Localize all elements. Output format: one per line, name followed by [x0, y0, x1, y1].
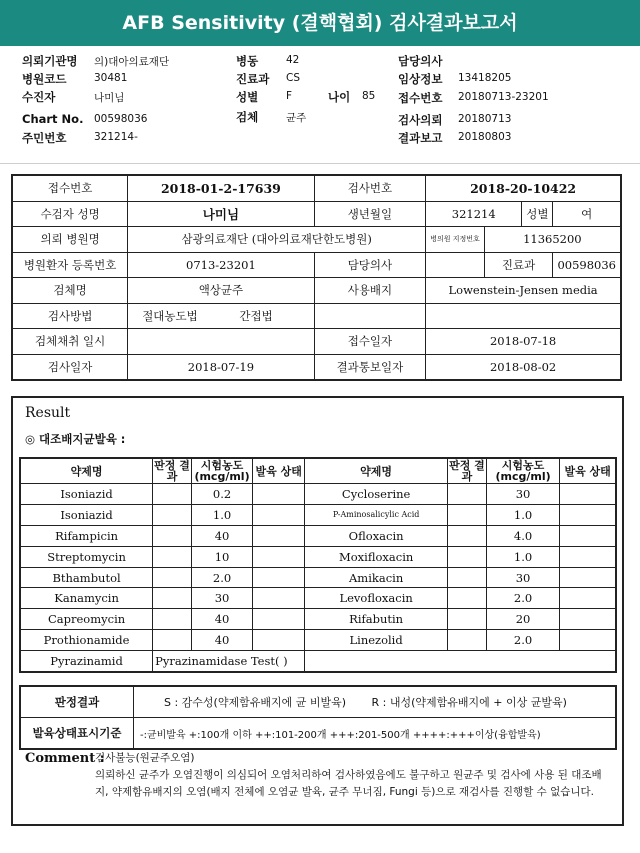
request-value: 20180713 [458, 113, 512, 125]
method-label: 검사방법 [12, 303, 128, 329]
drug-name: Amikacin [305, 567, 448, 588]
conc-cell: 30 [486, 567, 559, 588]
drug-name: Linezolid [305, 630, 448, 651]
judge-cell [153, 567, 192, 588]
table-header-row [20, 458, 616, 484]
empty-cell [305, 651, 616, 672]
name-label: 수검자 성명 [12, 201, 128, 227]
judge-cell [153, 588, 192, 609]
growth-cell [560, 525, 616, 546]
pza-test: Pyrazinamidase Test( ) [153, 651, 305, 672]
judge-cell [448, 567, 487, 588]
receipt-no-value: 2018-01-2-17639 [128, 175, 314, 201]
drug-name: Isoniazid [20, 484, 153, 505]
growth-cell [253, 567, 305, 588]
conc-cell: 20 [486, 609, 559, 630]
growth-cell [253, 630, 305, 651]
growth-cell [560, 567, 616, 588]
judge-cell [448, 484, 487, 505]
clinical-value: 13418205 [458, 72, 512, 84]
table-row [20, 588, 616, 609]
col-growth: 발육 상태 [253, 458, 305, 484]
sex-label: 성별 [236, 90, 259, 104]
control-growth-label: ◎ 대조배지균발육 : [25, 432, 126, 446]
age-label: 나이 [328, 90, 351, 104]
drug-name: Rifampicin [20, 525, 153, 546]
conc-cell: 4.0 [486, 525, 559, 546]
drug-name: P-Aminosalicylic Acid [305, 504, 448, 525]
drug-table-body [20, 484, 616, 673]
table-row [20, 484, 616, 505]
drug-name: Moxifloxacin [305, 546, 448, 567]
drug-name: Bthambutol [20, 567, 153, 588]
test-date-label: 검사일자 [12, 354, 128, 380]
growth-cell [253, 484, 305, 505]
patient-label: 수진자 [22, 90, 56, 104]
clinical-label: 임상정보 [398, 72, 443, 86]
growth-cell [253, 588, 305, 609]
sex-value: 여 [553, 201, 621, 227]
hospital-value: 삼광의료재단 (대아의료재단한도병원) [128, 227, 426, 253]
growth-cell [560, 609, 616, 630]
conc-cell: 40 [191, 525, 252, 546]
growth-cell [560, 546, 616, 567]
drug-name: Pyrazinamid [20, 651, 153, 672]
patient-info-table [11, 174, 622, 381]
resident-value: 321214- [94, 131, 138, 143]
name-value: 나미님 [128, 201, 314, 227]
table-row [20, 630, 616, 651]
table-row [20, 609, 616, 630]
col-conc: 시험농도 (mcg/ml) [486, 458, 559, 484]
drug-name: Cycloserine [305, 484, 448, 505]
empty-cell [314, 303, 426, 329]
method-1: 절대농도법 [142, 308, 198, 323]
hospital-label: 의뢰 병원명 [12, 227, 128, 253]
institution-label: 의뢰기관명 [22, 54, 78, 68]
receive-value: 2018-07-18 [426, 329, 621, 355]
doctor-label: 담당의사 [398, 54, 443, 68]
ward-label: 병동 [236, 54, 259, 68]
conc-cell: 1.0 [486, 504, 559, 525]
comment-label: Comment : [25, 751, 105, 766]
report-value: 20180803 [458, 131, 512, 143]
table-row [20, 504, 616, 525]
judge-cell [153, 504, 192, 525]
conc-cell: 1.0 [486, 546, 559, 567]
drug-table [19, 457, 617, 673]
judge-cell [448, 504, 487, 525]
specimen-label: 검체명 [12, 278, 128, 304]
comment-text [95, 750, 615, 801]
doctor-value [426, 252, 485, 278]
table-row [20, 686, 616, 718]
notify-label: 결과통보일자 [314, 354, 426, 380]
collect-label: 검체채취 일시 [12, 329, 128, 355]
ward-value: 42 [286, 54, 300, 66]
col-growth: 발육 상태 [560, 458, 616, 484]
table-row [20, 651, 616, 672]
specimen-label: 검체 [236, 110, 259, 124]
drug-name: Levofloxacin [305, 588, 448, 609]
drug-name: Prothionamide [20, 630, 153, 651]
judge-cell [448, 525, 487, 546]
drug-name: Kanamycin [20, 588, 153, 609]
judge-cell [153, 609, 192, 630]
table-row [20, 567, 616, 588]
conc-cell: 2.0 [486, 588, 559, 609]
growth-cell [253, 525, 305, 546]
age-value: 85 [362, 90, 376, 102]
table-row [12, 278, 621, 304]
col-judge: 판정 결과 [449, 459, 485, 483]
result-title: Result [25, 405, 71, 421]
hospital-code-value: 30481 [94, 72, 128, 84]
report-title: AFB Sensitivity (결핵협회) 검사결과보고서 [0, 0, 640, 46]
judge-cell [448, 609, 487, 630]
judge-label: 판정결과 [20, 686, 134, 718]
table-row [12, 303, 621, 329]
col-conc: 시험농도 (mcg/ml) [191, 458, 252, 484]
table-row [12, 227, 621, 253]
comment-line-1: 검사불능(원균주오염) [95, 752, 195, 764]
table-row [12, 175, 621, 201]
test-no-label: 검사번호 [314, 175, 426, 201]
conc-cell: 0.2 [191, 484, 252, 505]
header-divider [0, 163, 640, 164]
conc-cell: 40 [191, 630, 252, 651]
col-drug: 약제명 [305, 458, 448, 484]
conc-cell: 30 [486, 484, 559, 505]
judge-cell [153, 525, 192, 546]
growth-cell [253, 504, 305, 525]
growth-cell [560, 588, 616, 609]
table-row [12, 252, 621, 278]
table-row [12, 329, 621, 355]
institution-value: 의)대아의료재단 [94, 56, 170, 68]
judge-cell [153, 546, 192, 567]
reg-label: 병원환자 등록번호 [12, 252, 128, 278]
table-row [20, 718, 616, 750]
table-row [20, 525, 616, 546]
growth-cell [253, 546, 305, 567]
header-info [22, 53, 622, 153]
collect-value [128, 329, 314, 355]
notify-value: 2018-08-02 [426, 354, 621, 380]
judge-r: R : 내성(약제함유배지에 + 이상 균발육) [371, 696, 567, 709]
dob-label: 생년월일 [314, 201, 426, 227]
method-value [128, 303, 314, 329]
col-judge: 판정 결과 [154, 459, 190, 483]
conc-cell: 1.0 [191, 504, 252, 525]
judge-s: S : 감수성(약제함유배지에 균 비발육) [164, 696, 347, 709]
growth-criteria: -:균비발육 +:100개 이하 ++:101-200개 +++:201-500개 ++++:+++이상(융합발육) [134, 718, 617, 750]
judge-cell [153, 484, 192, 505]
growth-label: 발육상태표시기준 [20, 718, 134, 750]
drug-name: Isoniazid [20, 504, 153, 525]
conc-cell: 30 [191, 588, 252, 609]
judge-cell [448, 588, 487, 609]
table-row [20, 546, 616, 567]
chart-label: Chart No. [22, 112, 84, 126]
receive-label: 접수일자 [314, 329, 426, 355]
judgment-table [19, 685, 617, 750]
reg-value: 0713-23201 [128, 252, 314, 278]
doctor-label: 담당의사 [314, 252, 426, 278]
empty-cell [426, 303, 621, 329]
comment-line-2: 의뢰하신 균주가 오염진행이 의심되어 오염처리하여 검사하였음에도 불구하고 원균주 및 검사에 사용 된 대조배지, 약제함유배지의 오염(배지 전체에 오염균 발육, 균주 무너짐, Fungi 등)으로 재검사를 진행할 수 없습니다. [95, 769, 602, 798]
conc-cell: 2.0 [191, 567, 252, 588]
dept-label: 진료과 [236, 72, 270, 86]
judge-cell [153, 630, 192, 651]
drug-name: Streptomycin [20, 546, 153, 567]
specimen-value: 균주 [286, 112, 307, 124]
receipt-label: 접수번호 [398, 91, 443, 105]
sex-label: 성별 [522, 201, 553, 227]
growth-cell [560, 484, 616, 505]
medium-label: 사용배지 [314, 278, 426, 304]
test-no-value: 2018-20-10422 [426, 175, 621, 201]
receipt-no-label: 접수번호 [12, 175, 128, 201]
judge-criteria [134, 686, 617, 718]
conc-cell: 40 [191, 609, 252, 630]
drug-name: Rifabutin [305, 609, 448, 630]
resident-label: 주민번호 [22, 131, 67, 145]
table-row [12, 354, 621, 380]
hospital-code-value: 11365200 [484, 227, 621, 253]
growth-cell [560, 630, 616, 651]
sex-value: F [286, 90, 293, 102]
chart-value: 00598036 [94, 113, 148, 125]
hospital-code-label: 병의원 지정번호 [426, 227, 485, 253]
drug-name: Capreomycin [20, 609, 153, 630]
judge-cell [448, 630, 487, 651]
hospital-code-label: 병원코드 [22, 72, 67, 86]
test-date-value: 2018-07-19 [128, 354, 314, 380]
growth-cell [253, 609, 305, 630]
dept-value: CS [286, 72, 300, 84]
receipt-value: 20180713-23201 [458, 91, 549, 103]
result-section [11, 396, 624, 826]
request-label: 검사의뢰 [398, 113, 443, 127]
col-drug: 약제명 [20, 458, 153, 484]
patient-value: 나미님 [94, 92, 125, 104]
conc-cell: 10 [191, 546, 252, 567]
conc-cell: 2.0 [486, 630, 559, 651]
dept-value: 00598036 [553, 252, 621, 278]
medium-value: Lowenstein-Jensen media [426, 278, 621, 304]
dept-label: 진료과 [484, 252, 553, 278]
dob-value: 321214 [426, 201, 522, 227]
drug-name: Ofloxacin [305, 525, 448, 546]
specimen-value: 액상균주 [128, 278, 314, 304]
report-label: 결과보고 [398, 131, 443, 145]
growth-cell [560, 504, 616, 525]
table-row [12, 201, 621, 227]
method-2: 간접법 [239, 308, 273, 323]
judge-cell [448, 546, 487, 567]
